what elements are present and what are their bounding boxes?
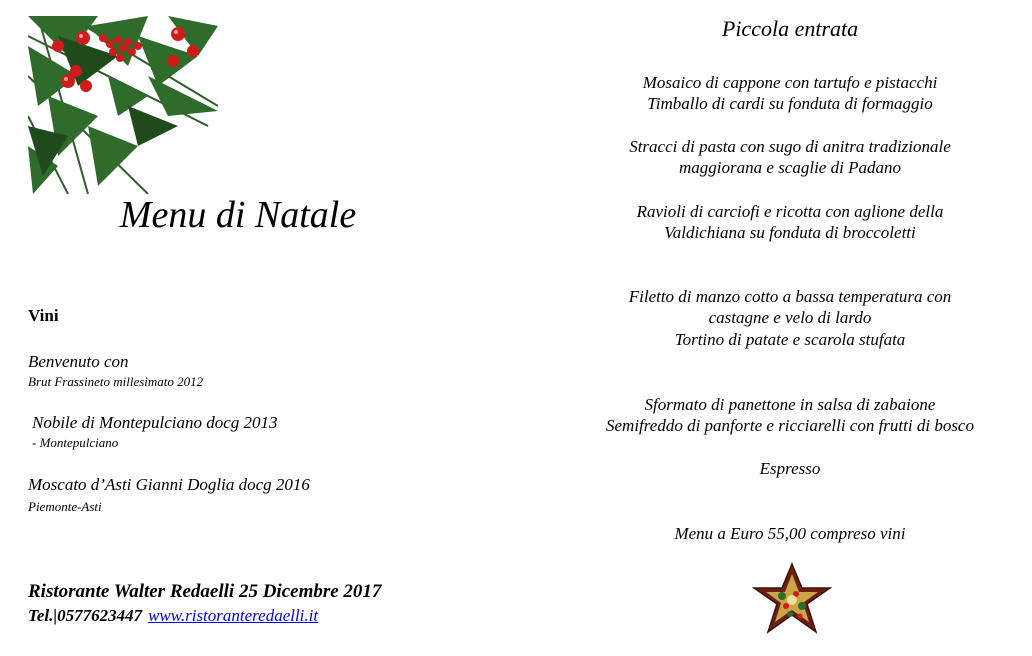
christmas-star-image (752, 562, 832, 634)
wine-name: Moscato d’Asti Gianni Doglia docg 2016 (28, 475, 310, 494)
menu-item: Sformato di panettone in salsa di zabaione (644, 395, 936, 414)
menu-item: castagne e velo di lardo (708, 308, 872, 327)
restaurant-footer: Ristorante Walter Redaelli 25 Dicembre 2017 (28, 581, 382, 602)
menu-item: Stracci di pasta con sugo di anitra tradizionale (629, 137, 951, 156)
wine-name: Benvenuto con (28, 352, 129, 371)
website-link[interactable]: www.ristoranteredaelli.it (148, 606, 319, 625)
menu-item: Mosaico di cappone con tartufo e pistacchi (642, 73, 938, 92)
menu-item: maggiorana e scaglie di Padano (679, 158, 901, 177)
menu-item: Tortino di patate e scarola stufata (674, 330, 906, 349)
wine-name: Nobile di Montepulciano docg 2013 (32, 413, 278, 432)
menu-item: Filetto di manzo cotto a bassa temperatura con (628, 287, 952, 306)
contact-line (28, 606, 318, 626)
wine-detail: - Montepulciano (32, 435, 119, 450)
wines-heading: Vini (28, 306, 59, 325)
menu-section-heading: Piccola entrata (721, 16, 859, 41)
menu-item: Espresso (759, 459, 821, 478)
holly-decoration-image (28, 16, 218, 194)
wine-detail: Piemonte-Asti (28, 499, 102, 514)
menu-item: Ravioli di carciofi e ricotta con aglione della (636, 202, 944, 221)
menu-item: Semifreddo di panforte e ricciarelli con frutti di bosco (606, 416, 974, 435)
menu-price: Menu a Euro 55,00 compreso vini (674, 524, 906, 543)
menu-item: Timballo di cardi su fonduta di formaggio (647, 94, 933, 113)
phone-number: Tel.|0577623447 (28, 606, 143, 625)
menu-item: Valdichiana su fonduta di broccoletti (664, 223, 916, 242)
menu-title: Menu di Natale (119, 194, 357, 236)
wine-detail: Brut Frassineto millesimato 2012 (28, 374, 204, 389)
